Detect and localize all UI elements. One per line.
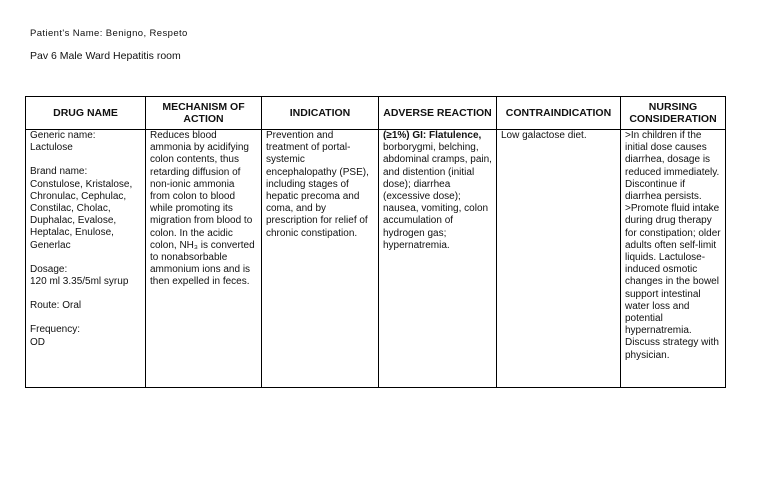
generic-name-label: Generic name: [30, 130, 96, 141]
nursing-consideration-cell: >In children if the initial dose causes diarrhea, dosage is reduced immediately. Discontinue if diarrhea persists. >Promote fluid intake during drug therapy for constipation; older adults often self-limit liquids. Lactulose-induced osmotic changes in the bowel support intestinal water loss and potential hypernatremia. Discuss strategy with physician. [621, 130, 726, 388]
dosage-value: 120 ml 3.35/5ml syrup [30, 276, 129, 288]
adverse-reaction-text: borborygmi, belching, abdominal cramps, pain, and distention (initial dose); diarrhea (excessive dose); nausea, vomiting, colon accumulation of hydrogen gas; hypernatremia. [383, 142, 492, 251]
column-header-mechanism: MECHANISM OF ACTION [146, 97, 262, 130]
column-header-drug-name: DRUG NAME [26, 97, 146, 130]
column-header-contraindication: CONTRAINDICATION [497, 97, 621, 130]
brand-name-label: Brand name: [30, 166, 88, 178]
adverse-reaction-cell [379, 130, 497, 388]
indication-cell: Prevention and treatment of portal-systemic encephalopathy (PSE), including stages of hepatic precoma and coma, and by prescription for relief of chronic constipation. [262, 130, 379, 388]
patient-name: Patient's Name: Benigno, Respeto [30, 28, 188, 39]
table-row [26, 130, 726, 388]
column-header-nursing-consideration: NURSING CONSIDERATION [621, 97, 726, 130]
table-header-row [26, 97, 726, 130]
dosage-label: Dosage: [30, 263, 68, 275]
route: Route: Oral [30, 300, 82, 312]
brand-name-value: Constulose, Kristalose, Chronulac, Cephulac, Constilac, Cholac, Duphalac, Evalose, Heptalac, Enulose, Generlac [30, 178, 133, 251]
adverse-reaction-lead: (≥1%) GI: Flatulence, [383, 130, 482, 141]
contraindication-cell: Low galactose diet. [497, 130, 621, 388]
ward-location: Pav 6 Male Ward Hepatitis room [30, 50, 181, 62]
generic-name-value: Lactulose [30, 142, 73, 154]
column-header-adverse-reaction: ADVERSE REACTION [379, 97, 497, 130]
frequency-label: Frequency: [30, 324, 81, 336]
frequency-value: OD [30, 336, 45, 348]
drug-study-table [25, 96, 726, 388]
mechanism-cell: Reduces blood ammonia by acidifying colon contents, thus retarding diffusion of non-ionic ammonia from colon to blood while promoting its migration from blood to colon. In the acidic colon, NH₃ is converted to nonabsorbable ammonium ions and is then expelled in feces. [146, 130, 262, 388]
column-header-indication: INDICATION [262, 97, 379, 130]
drug-name-cell [26, 130, 146, 388]
